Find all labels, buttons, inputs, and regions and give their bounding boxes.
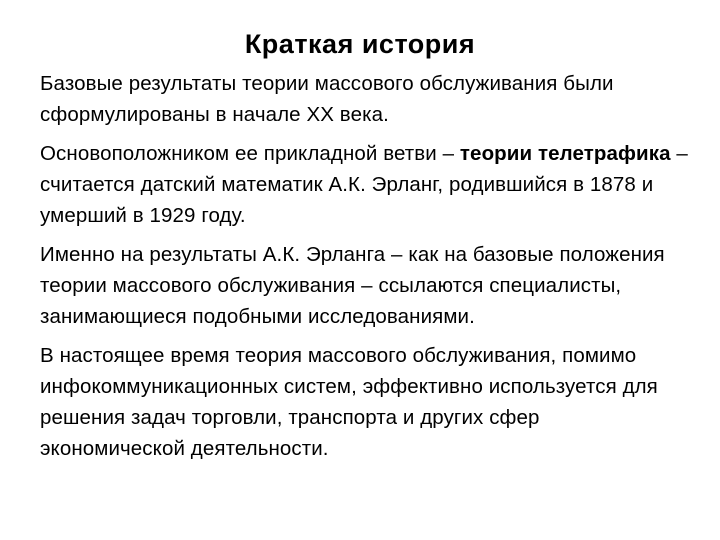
paragraph-2-emphasis: теории телетрафика	[459, 142, 671, 165]
paragraph-4: В настоящее время теория массового обслуживания, помимо инфокоммуникационных систем, эффективно используется для решения задач торговли, транспорта и других сфер экономической деятельности.	[40, 344, 658, 460]
paragraph-3: Именно на результаты А.К. Эрланга – как на базовые положения теории массового обслуживания – ссылаются специалисты, занимающиеся подобными исследованиями.	[40, 243, 665, 328]
slide-title: Краткая история	[244, 29, 476, 59]
paragraph-1: Базовые результаты теории массового обслуживания были сформулированы в начале XX века.	[40, 72, 614, 126]
paragraph-2-lead: Основоположником ее прикладной ветви –	[40, 142, 460, 165]
paragraph-2-tail: –считается датский математик А.К. Эрланг, родившийся в 1878 и умерший в 1929 году.	[40, 142, 688, 227]
slide-body	[40, 68, 690, 472]
paragraph-2	[40, 138, 690, 231]
